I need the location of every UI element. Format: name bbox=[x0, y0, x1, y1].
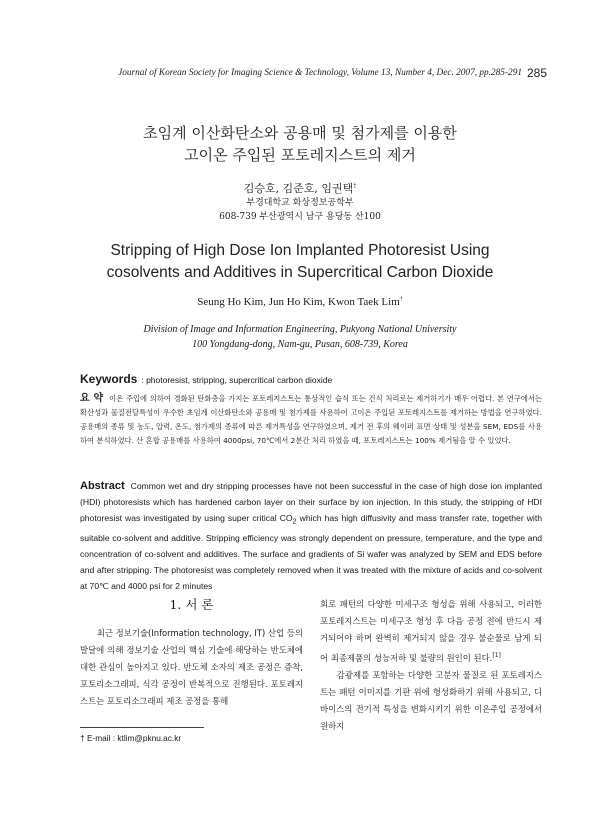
body-paragraph-continued bbox=[320, 596, 542, 667]
korean-authors bbox=[0, 180, 600, 196]
footnote-mark: † bbox=[80, 733, 85, 743]
body-paragraph: 최근 정보기술(Information technology, IT) 산업 등의 발달에 의해 정보기술 산업의 핵심 기술에 해당하는 반도체에 대한 관심이 높아지고 있다. 반도체 소자의 제조 공정은 증착, 포토리소그래피, 식각 공정이 반복적으로 진행된다. 포토레지스트는 포토리소그래피 제조 공정을 통해 bbox=[80, 628, 303, 706]
keywords-text: : photoresist, stripping, supercritical carbon dioxide bbox=[141, 375, 333, 385]
footnote-rule bbox=[80, 727, 204, 728]
korean-affiliation bbox=[0, 196, 600, 224]
body-left-column bbox=[80, 597, 303, 710]
korean-title-line1: 초임계 이산화탄소와 공용매 및 첨가제를 이용한 bbox=[143, 124, 457, 142]
english-title-line1: Stripping of High Dose Ion Implanted Photoresist Using bbox=[110, 242, 490, 259]
corresponding-mark: † bbox=[353, 182, 357, 190]
english-authors bbox=[0, 296, 600, 308]
korean-title-line2: 고이온 주입된 포토레지스트의 제거 bbox=[184, 146, 416, 164]
footnote bbox=[80, 733, 181, 743]
running-head: Journal of Korean Society for Imaging Science & Technology, Volume 13, Number 4, Dec. 2007, pp.285-291 bbox=[118, 68, 522, 78]
corresponding-mark-en: † bbox=[399, 296, 403, 303]
keywords bbox=[80, 372, 540, 386]
korean-abstract-text: 이온 주입에 의하여 경화된 탄화층을 가지는 포토레지스트는 통상적인 습식 또는 건식 처리로는 제거하기가 매우 어렵다. 본 연구에서는 확산성과 물질전달특성이 우수한 초임계 이산화탄소와 공용매 및 첨가제를 사용하여 고이온 주입된 포토레지스트를 제거하는 방법을 연구하였다. 공용매의 종류 및 농도, 압력, 온도, 첨가제의 종류에 따른 제거특성을 연구하였으며, 제거 전 후의 웨이퍼 표면 상태 및 성분을 SEM, EDS를 사용하여 분석하였다. 산 혼합 공용매를 사용하여 4000psi, 70℃에서 2분간 처리 하였을 때, 포토레지스트는 100% 제거됨을 알 수 있었다. bbox=[80, 394, 542, 445]
page-number: 285 bbox=[526, 66, 547, 80]
english-abstract-text-1: Common wet and dry stripping processes have not been successful in the case of high dose ion implanted (HDI) photoresists which has hardened carbon layer on their surface by ion injection. In this study, the stripping of HDI photoresist was investigated by using super critical CO bbox=[80, 481, 542, 523]
korean-abstract-label: 요 약 bbox=[80, 393, 104, 404]
english-affiliation-line2: 100 Yongdang-dong, Nam-gu, Pusan, 608-739, Korea bbox=[192, 339, 408, 350]
body-paragraph-continued-text: 회로 패턴의 다양한 미세구조 형성을 위해 사용되고, 이러한 포토레지스트는 미세구조 형성 후 다음 공정 전에 반드시 제거되어야 하며 완벽히 제거되지 않을 경우 불순물로 남게 되어 최종제품의 성능저하 및 불량의 원인이 된다. bbox=[320, 599, 542, 663]
korean-affiliation-line1: 부경대학교 화상정보공학부 bbox=[246, 198, 354, 208]
keywords-label: Keywords bbox=[80, 372, 138, 386]
english-affiliation-line1: Division of Image and Information Engineering, Pukyong National University bbox=[143, 324, 457, 335]
english-affiliation bbox=[0, 322, 600, 352]
section-heading: 1. 서 론 bbox=[169, 597, 214, 612]
korean-author-names: 김승호, 김준호, 임권택 bbox=[243, 182, 354, 195]
korean-affiliation-line2: 608-739 부산광역시 남구 용당동 산100 bbox=[219, 212, 381, 222]
english-title bbox=[0, 240, 600, 284]
korean-title bbox=[0, 122, 600, 166]
korean-abstract bbox=[80, 392, 542, 448]
co2-subscript: 2 bbox=[292, 517, 297, 526]
footnote-email: E-mail : ktlim@pknu.ac.kr bbox=[86, 733, 182, 743]
english-abstract-text-2: which has high diffusivity and mass transfer rate, together with suitable co-solvent and additive. Stripping efficiency was strongly dependent on pressure, temperature, and the type and concentration of co-solvent and additives. The surface and gradients of Si wafer was analyzed by SEM and EDS before and after stripping. The photoresist was completely removed when it was treated with the mixture of acids and co-solvent at 70℃ and 4000 psi for 2 minutes bbox=[80, 513, 542, 591]
english-abstract-label: Abstract bbox=[80, 480, 125, 492]
english-abstract bbox=[80, 478, 542, 594]
english-author-names: Seung Ho Kim, Jun Ho Kim, Kwon Taek Lim bbox=[197, 296, 400, 308]
citation-ref: [1] bbox=[492, 652, 501, 659]
body-right-column bbox=[320, 596, 542, 735]
english-title-line2: cosolvents and Additives in Supercritical Carbon Dioxide bbox=[106, 264, 494, 281]
body-paragraph: 감광제를 포함하는 다양한 고분자 물질로 된 포토레지스트는 패턴 이미지를 기판 위에 형성화하기 위해 사용되고, 디바이스의 전기적 특성을 변화시키기 위한 이온주입 공정에서 원하지 bbox=[320, 669, 542, 731]
